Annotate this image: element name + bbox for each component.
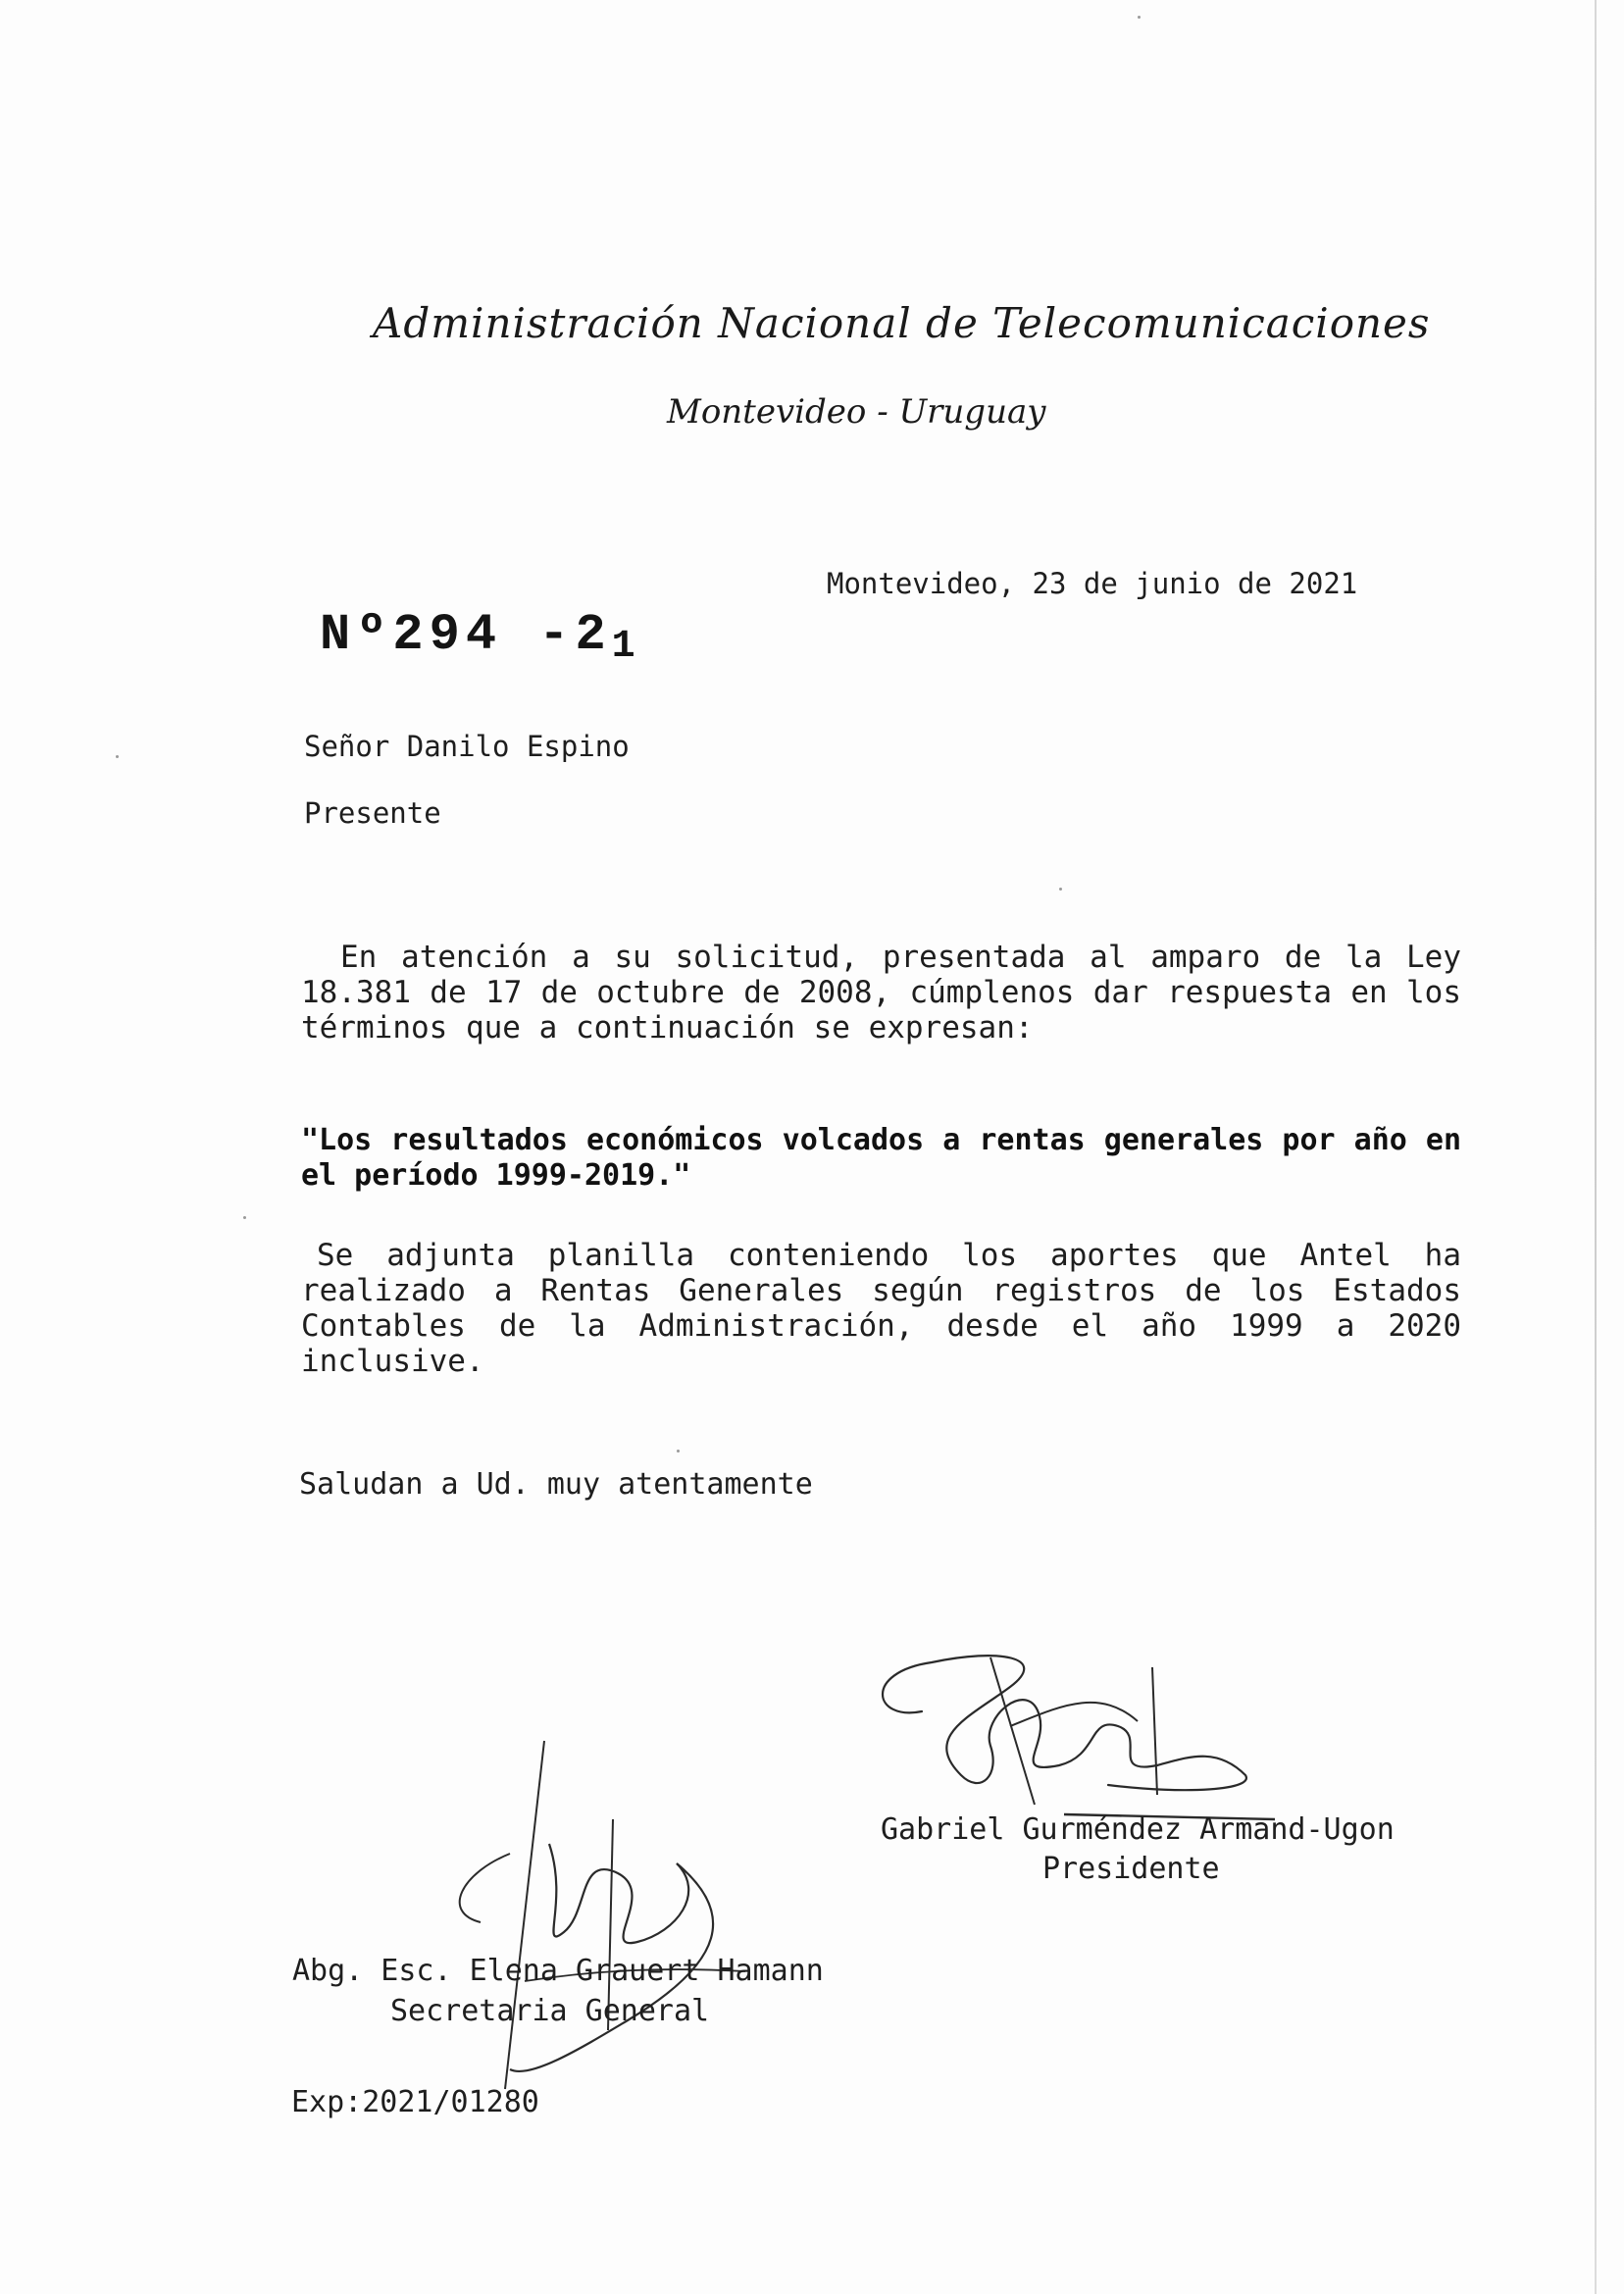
quoted-request: "Los resultados económicos volcados a rentas generales por año en el período 1999-2019." [301, 1123, 1461, 1193]
file-reference: Exp:2021/01280 [291, 2085, 539, 2119]
scan-speck [1138, 16, 1141, 19]
secretary-title: Secretaria General [390, 1994, 710, 2028]
body-paragraph-2: Se adjunta planilla conteniendo los aportes que Antel ha realizado a Rentas Generales según registros de los Estados Contables de la Administración, desde el año 1999 a 2020 inclusive. [301, 1238, 1461, 1379]
closing-line: Saludan a Ud. muy atentamente [299, 1467, 813, 1502]
recipient-name: Señor Danilo Espino [304, 730, 630, 763]
secretary-signature [431, 1736, 755, 2109]
letterhead-city: Montevideo - Uruguay [667, 392, 1046, 432]
president-signature [863, 1628, 1275, 1824]
scan-speck [243, 1216, 246, 1219]
reference-number-main: 294 -2 [392, 606, 612, 664]
reference-number-suffix: 1 [611, 625, 641, 669]
letterhead-organization: Administración Nacional de Telecomunicaciones [373, 299, 1431, 347]
president-title: Presidente [1042, 1852, 1220, 1886]
scan-speck [677, 1450, 680, 1453]
president-name: Gabriel Gurméndez Armand-Ugon [881, 1812, 1395, 1847]
recipient-salutation: Presente [304, 796, 441, 830]
scan-edge-line [1595, 0, 1597, 2294]
reference-number-prefix: Nº [320, 606, 393, 664]
body-paragraph-1: En atención a su solicitud, presentada al amparo de la Ley 18.381 de 17 de octubre de 2008, cúmplenos dar respuesta en los términos que a continuación se expresan: [301, 940, 1461, 1045]
date-line: Montevideo, 23 de junio de 2021 [827, 567, 1358, 600]
letterhead [373, 299, 1431, 432]
secretary-name: Abg. Esc. Elena Grauert Hamann [292, 1954, 824, 1988]
reference-number [320, 606, 641, 669]
scan-speck [116, 755, 119, 758]
scan-speck [1059, 888, 1062, 891]
